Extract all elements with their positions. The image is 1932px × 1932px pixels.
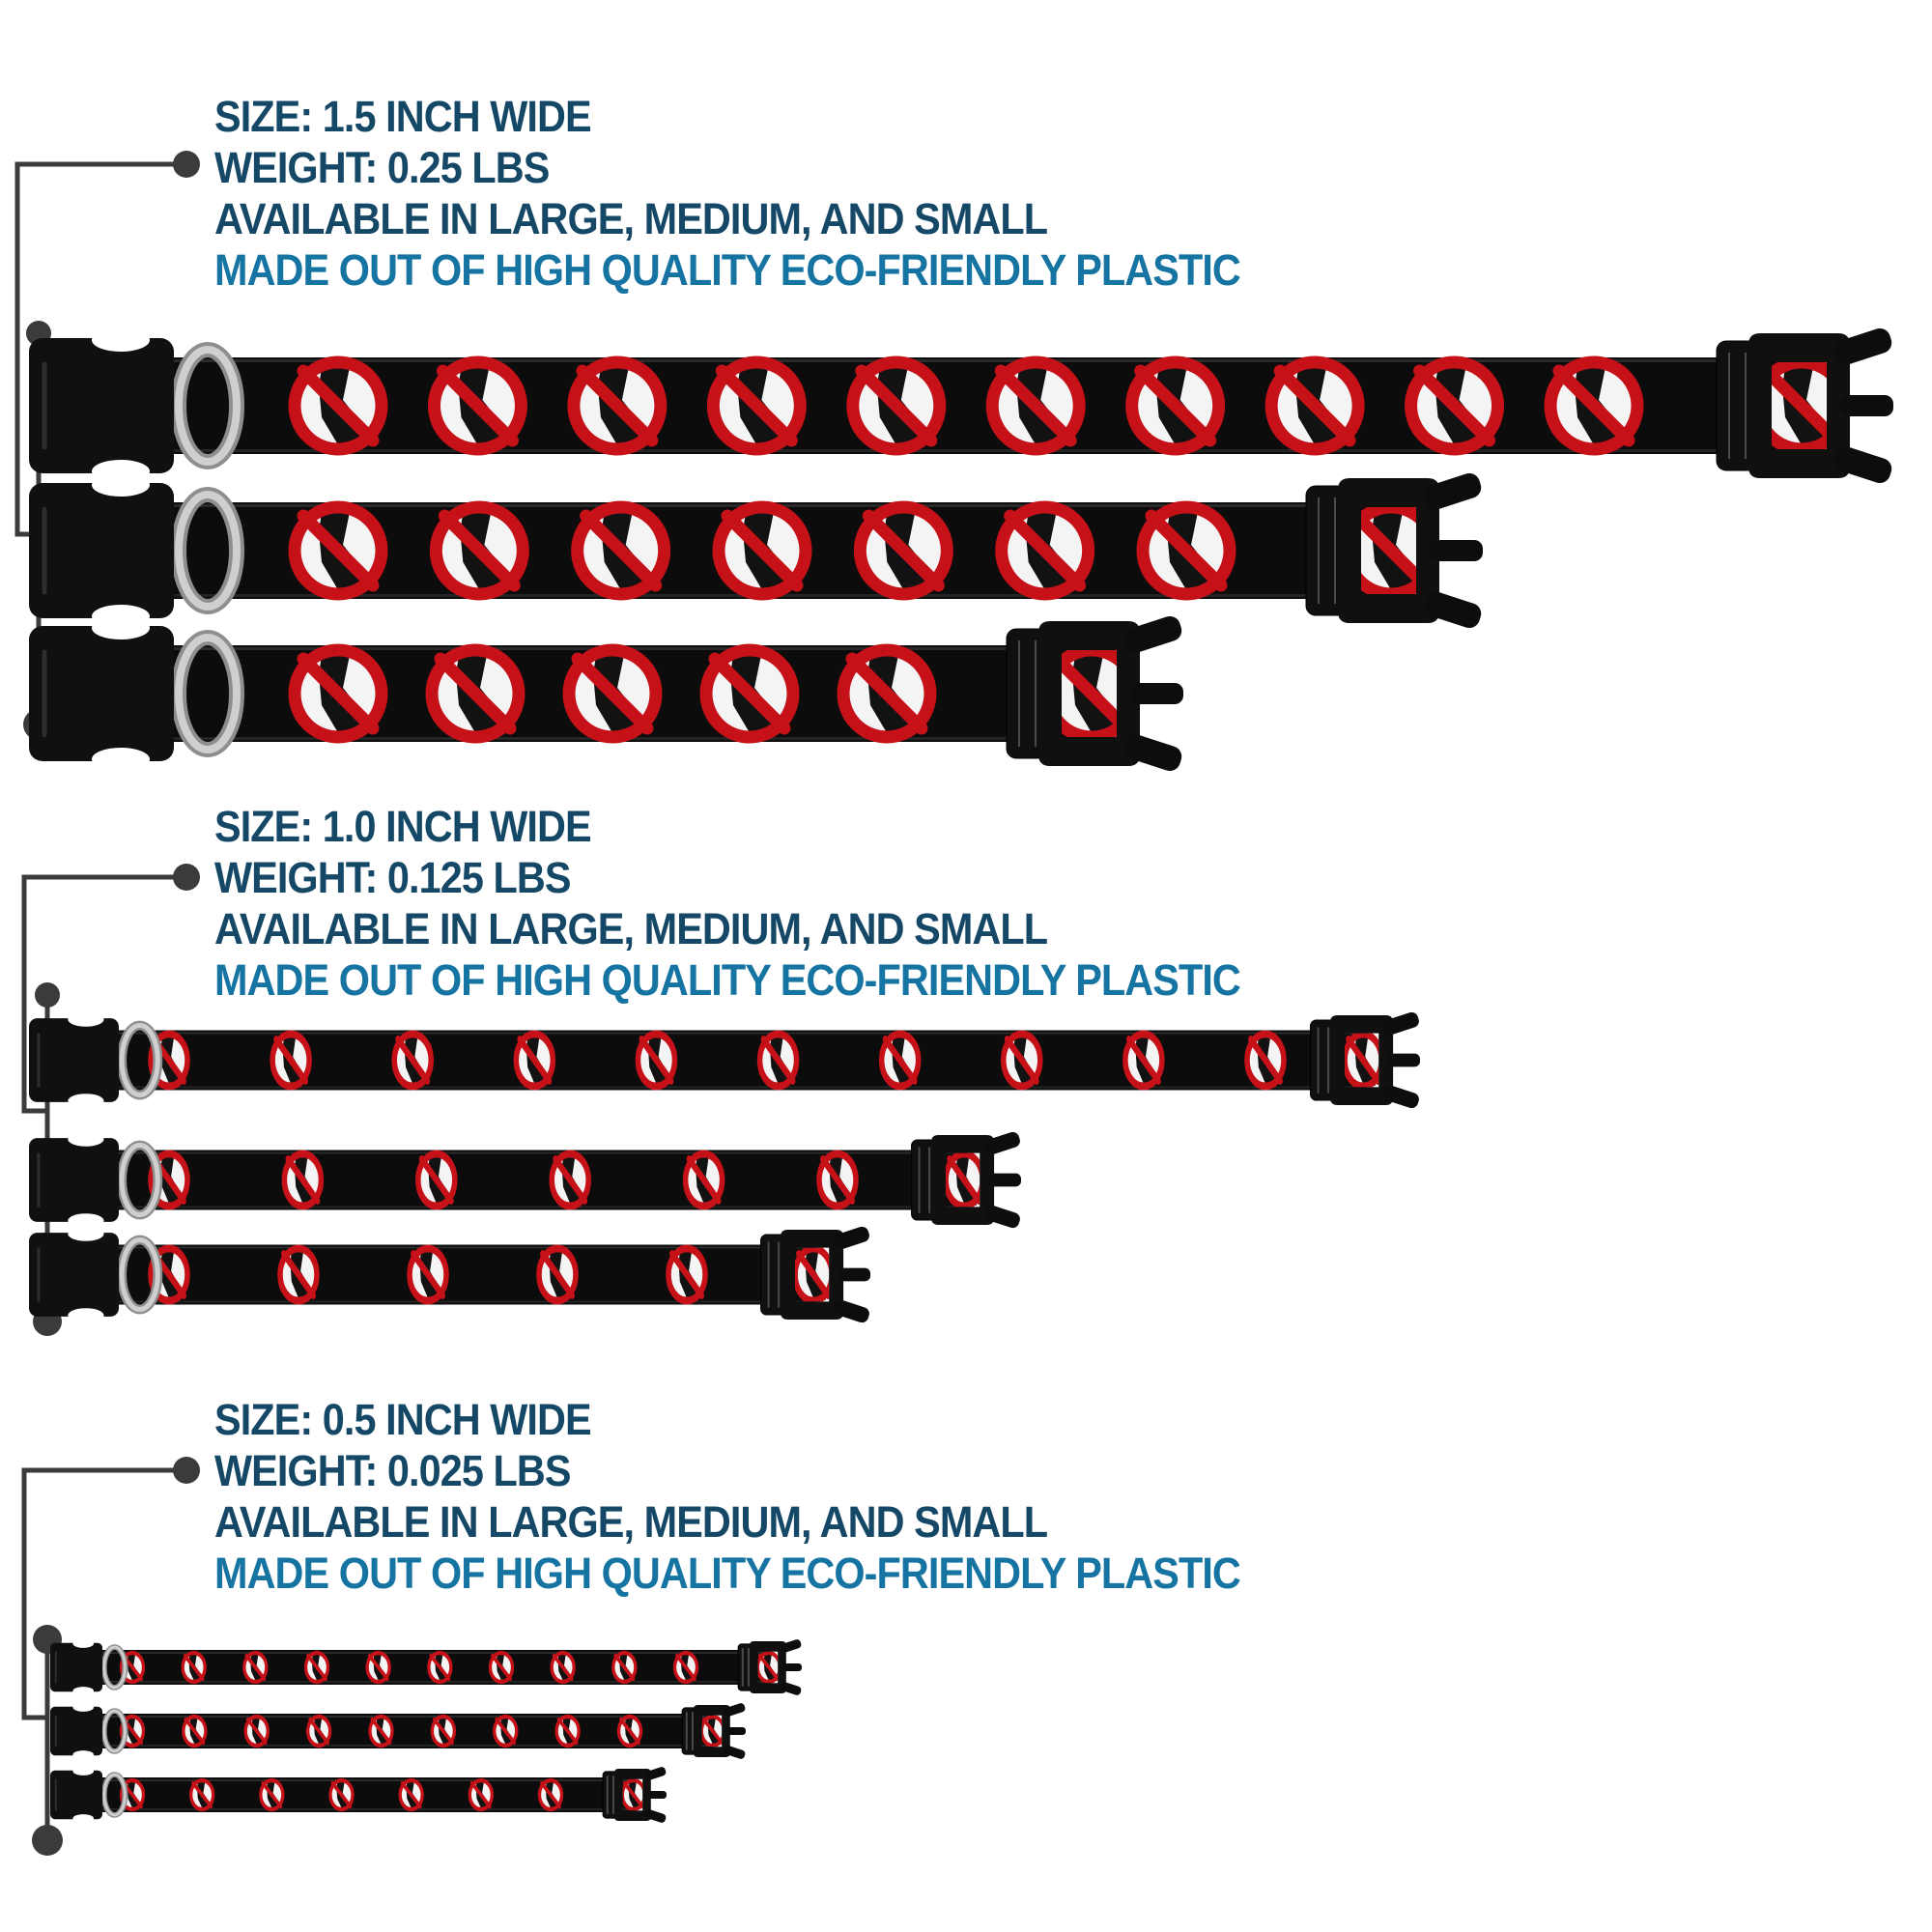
pattern-icons [122,1717,641,1746]
no-california-icon [244,1653,267,1682]
buckle-prongs [644,1766,667,1824]
no-california-icon [330,1780,353,1809]
material-line: MADE OUT OF HIGH QUALITY ECO-FRIENDLY PLASTIC [214,245,1240,295]
no-california-icon [1247,1033,1284,1086]
buckle-prongs [1122,613,1184,774]
no-california-icon [946,1152,982,1206]
availability-line: AVAILABLE IN LARGE, MEDIUM, AND SMALL [214,194,1048,243]
no-california-icon [819,1152,856,1206]
no-california-icon [668,1247,705,1300]
no-california-icon [569,649,656,737]
buckle-prongs [780,1638,802,1696]
female-buckle [29,1131,119,1227]
size-line: SIZE: 1.0 INCH WIDE [214,802,591,851]
no-california-icon [706,649,793,737]
no-california-icon [552,1152,588,1206]
female-buckle [29,616,174,771]
no-california-icon [516,1033,553,1086]
female-buckle [29,473,174,628]
no-california-icon [622,1780,644,1809]
no-california-icon [295,649,382,737]
no-california-icon [308,1717,330,1746]
no-california-icon [1550,361,1637,449]
weight-line: WEIGHT: 0.025 LBS [214,1446,571,1495]
no-california-icon [429,1653,451,1682]
collar-strap [74,1650,770,1685]
collar-1-5-inch-medium [29,478,1498,623]
no-california-icon [261,1780,283,1809]
no-california-icon [1125,1033,1162,1086]
collar-1-5-inch-large [29,333,1909,478]
no-california-icon [853,361,940,449]
no-california-icon [469,1780,492,1809]
female-buckle [29,1226,119,1321]
no-california-icon [860,506,947,594]
collar-0-5-inch-small [50,1769,682,1821]
availability-line: AVAILABLE IN LARGE, MEDIUM, AND SMALL [214,904,1048,953]
no-california-icon [675,1653,697,1682]
collar-1-0-inch-small [29,1230,886,1320]
no-california-icon [183,1653,205,1682]
no-california-icon [719,506,806,594]
no-california-icon [400,1780,422,1809]
buckle-prongs [982,1130,1021,1230]
buckle-window-icon [622,1780,644,1809]
no-california-icon [882,1033,919,1086]
collar-1-5-inch-small [29,621,1199,766]
buckle-window-icon [757,1653,780,1682]
no-california-icon [574,361,661,449]
buckle-prongs [1421,470,1484,631]
buckle-prongs [724,1702,746,1760]
no-california-icon [284,1152,321,1206]
no-california-icon [432,1717,454,1746]
no-california-icon [367,1653,389,1682]
no-california-icon [418,1152,455,1206]
no-california-icon [280,1247,317,1300]
weight-line: WEIGHT: 0.25 LBS [214,143,550,192]
no-california-icon [713,361,800,449]
no-california-icon [394,1033,431,1086]
no-california-icon [370,1717,392,1746]
material-line: MADE OUT OF HIGH QUALITY ECO-FRIENDLY PLASTIC [214,1548,1240,1598]
collar-0-5-inch-medium [50,1705,761,1757]
no-california-icon [686,1152,723,1206]
collar-1-0-inch-medium [29,1135,1037,1225]
female-buckle [29,1011,119,1107]
no-california-icon [495,1717,517,1746]
no-california-icon [539,1247,576,1300]
no-california-icon [619,1717,641,1746]
no-california-icon [556,1717,579,1746]
buckle-window-icon [795,1247,832,1300]
no-california-icon [272,1033,309,1086]
no-california-icon [434,361,521,449]
buckle-window-icon [1345,1033,1381,1086]
no-california-icon [760,1033,797,1086]
no-california-icon [295,506,382,594]
collar-1-0-inch-large [29,1015,1435,1105]
buckle-prongs [832,1225,870,1324]
no-california-icon [638,1033,674,1086]
no-california-icon [1345,1033,1381,1086]
no-california-icon [1143,506,1230,594]
no-california-icon [432,649,519,737]
availability-line: AVAILABLE IN LARGE, MEDIUM, AND SMALL [214,1497,1048,1547]
buckle-window-icon [946,1152,982,1206]
no-california-icon [306,1653,328,1682]
no-california-icon [245,1717,268,1746]
no-california-icon [191,1780,213,1809]
size-line: SIZE: 0.5 INCH WIDE [214,1395,591,1444]
female-buckle [50,1767,102,1823]
no-california-icon [757,1653,780,1682]
buckle-prongs [1381,1010,1420,1110]
female-buckle [50,1639,102,1695]
no-california-icon [1132,361,1219,449]
no-california-icon [843,649,930,737]
female-buckle [50,1703,102,1759]
collar-0-5-inch-large [50,1641,817,1693]
no-california-icon [540,1780,562,1809]
no-california-icon [184,1717,206,1746]
no-california-icon [436,506,523,594]
no-california-icon [992,361,1079,449]
no-california-icon [613,1653,636,1682]
no-california-icon [1004,1033,1040,1086]
buckle-window-icon [701,1717,724,1746]
female-buckle [29,328,174,483]
weight-line: WEIGHT: 0.125 LBS [214,853,571,902]
no-california-icon [410,1247,446,1300]
no-california-icon [491,1653,513,1682]
buckle-prongs [1832,326,1894,486]
no-california-icon [1411,361,1498,449]
no-california-icon [1002,506,1089,594]
no-california-icon [795,1247,832,1300]
collar-strap [71,1030,1366,1090]
no-california-icon [552,1653,574,1682]
material-line: MADE OUT OF HIGH QUALITY ECO-FRIENDLY PLASTIC [214,955,1240,1005]
no-california-icon [701,1717,724,1746]
size-line: SIZE: 1.5 INCH WIDE [214,92,591,141]
no-california-icon [1271,361,1358,449]
no-california-icon [295,361,382,449]
no-california-icon [578,506,665,594]
